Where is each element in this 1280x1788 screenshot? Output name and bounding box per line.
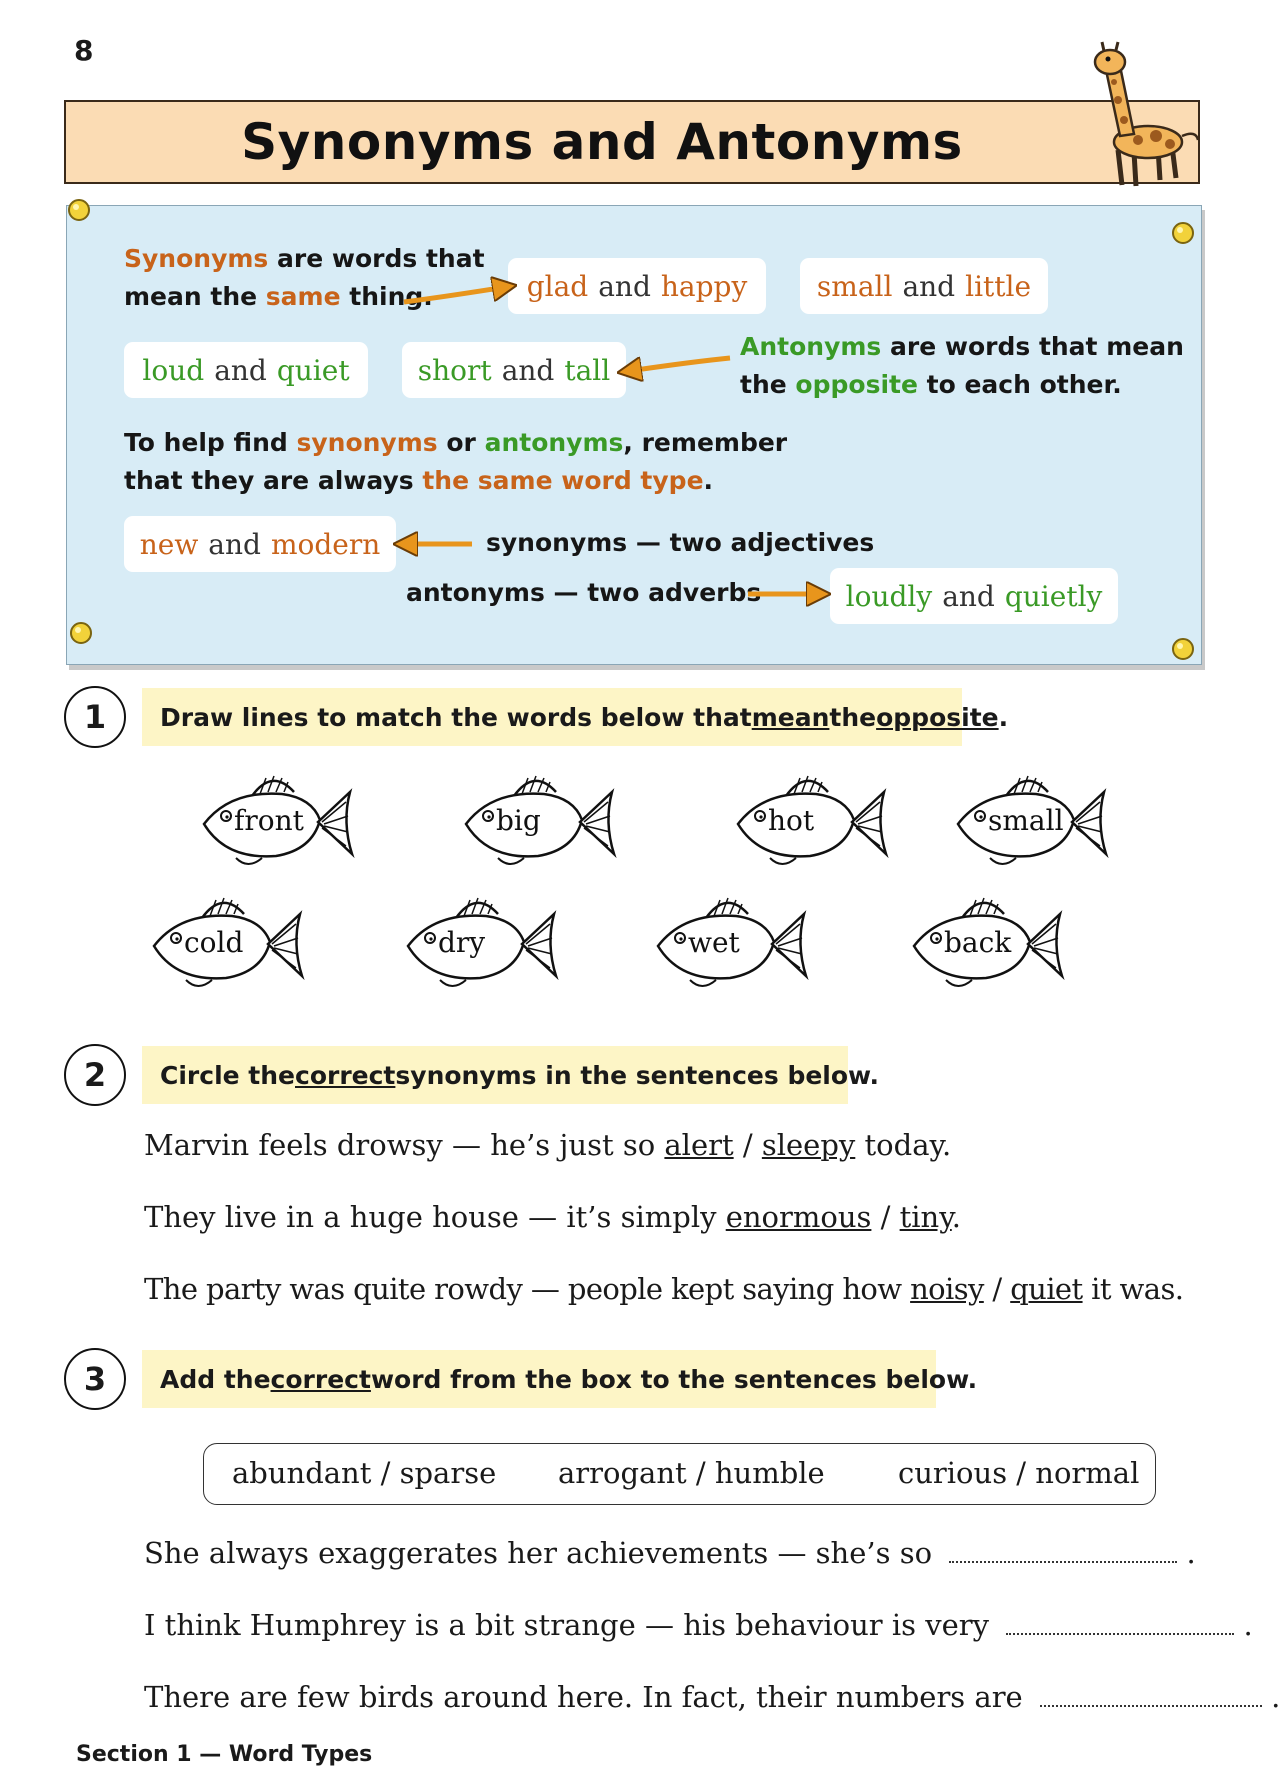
fish-word: dry (438, 926, 486, 959)
answer-blank[interactable] (1006, 1615, 1234, 1635)
option-word[interactable]: quiet (1010, 1272, 1083, 1306)
synonym-definition: Synonyms are words that mean the same thing. (124, 244, 485, 311)
pin-icon (66, 618, 96, 648)
word-type-tip: To help find synonyms or antonyms, remember that they are always the same word type. (124, 428, 788, 495)
question-3-instruction: Add the correct word from the box to the sentences below. (142, 1350, 936, 1408)
pin-icon (1168, 634, 1198, 664)
fish-card[interactable] (400, 892, 560, 996)
title-banner (64, 100, 1200, 184)
example-pill-loudly-quietly: loudly and quietly (830, 568, 1118, 624)
section-footer: Section 1 — Word Types (76, 1742, 373, 1767)
question-number-3: 3 (64, 1348, 126, 1410)
option-word[interactable]: sleepy (761, 1128, 856, 1162)
answer-blank[interactable] (1040, 1687, 1262, 1707)
q2-sentence: They live in a huge house — it’s simply enormous / tiny. (144, 1200, 961, 1234)
page-number: 8 (74, 34, 94, 67)
option-word[interactable]: tiny (899, 1200, 952, 1234)
box-word-pair: curious / normal (898, 1456, 1140, 1490)
page-title: Synonyms and Antonyms (241, 113, 963, 171)
question-number-2: 2 (64, 1044, 126, 1106)
word-box (203, 1443, 1156, 1505)
pin-icon (64, 195, 94, 225)
fish-card[interactable] (146, 892, 306, 996)
fish-word: hot (768, 804, 815, 837)
fish-card[interactable] (196, 770, 356, 874)
q3-sentence: There are few birds around here. In fact, their numbers are . (144, 1680, 1280, 1714)
q3-sentence: She always exaggerates her achievements — she’s so . (144, 1536, 1196, 1570)
q2-sentence: The party was quite rowdy — people kept saying how noisy / quiet it was. (144, 1272, 1184, 1306)
fish-card[interactable] (906, 892, 1066, 996)
example-pill-glad-happy: glad and happy (508, 258, 766, 314)
q2-sentence: Marvin feels drowsy — he’s just so alert / sleepy today. (144, 1128, 952, 1162)
box-word-pair: arrogant / humble (558, 1456, 825, 1490)
pin-icon (1168, 218, 1198, 248)
fish-card[interactable] (650, 892, 810, 996)
question-number-1: 1 (64, 686, 126, 748)
fish-word: big (496, 804, 541, 837)
fish-card[interactable] (950, 770, 1110, 874)
option-word[interactable]: noisy (910, 1272, 984, 1306)
antonym-definition: Antonyms are words that mean the opposite to each other. (740, 332, 1184, 399)
antonym-adverbs-note: antonyms — two adverbs (406, 578, 762, 607)
giraffe-illustration (1072, 40, 1202, 190)
question-1-instruction: Draw lines to match the words below that mean the opposite . (142, 688, 962, 746)
synonym-adjectives-note: synonyms — two adjectives (486, 528, 875, 557)
q3-sentence: I think Humphrey is a bit strange — his behaviour is very . (144, 1608, 1253, 1642)
box-word-pair: abundant / sparse (232, 1456, 497, 1490)
fish-word: wet (688, 926, 740, 959)
fish-word: back (944, 926, 1012, 959)
fish-word: cold (184, 926, 244, 959)
fish-word: front (234, 804, 304, 837)
example-pill-short-tall: short and tall (402, 342, 626, 398)
fish-word: small (988, 804, 1064, 837)
fish-card[interactable] (458, 770, 618, 874)
option-word[interactable]: enormous (725, 1200, 872, 1234)
example-pill-new-modern: new and modern (124, 516, 396, 572)
answer-blank[interactable] (949, 1543, 1177, 1563)
example-pill-small-little: small and little (800, 258, 1048, 314)
option-word[interactable]: alert (664, 1128, 734, 1162)
fish-card[interactable] (730, 770, 890, 874)
example-pill-loud-quiet: loud and quiet (124, 342, 368, 398)
question-2-instruction: Circle the correct synonyms in the sentences below. (142, 1046, 848, 1104)
